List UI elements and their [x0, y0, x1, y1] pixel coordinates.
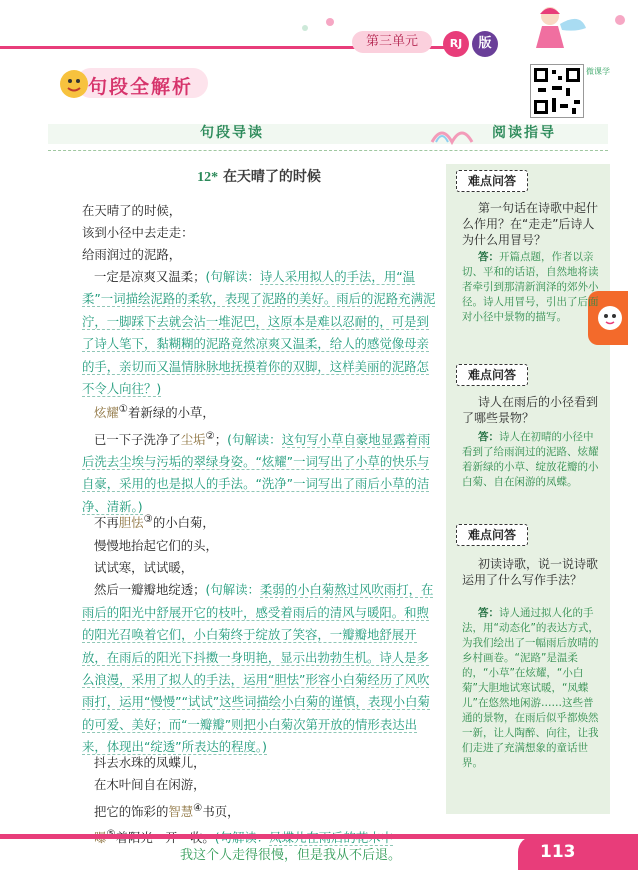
- qa-badge: 难点问答: [456, 364, 528, 386]
- poem-line: 抖去水珠的凤蝶儿，: [94, 755, 206, 770]
- paragraph-3: [82, 508, 436, 759]
- lesson-number: 12*: [197, 170, 219, 185]
- poem-line: 在天晴了的时候，: [82, 203, 182, 218]
- poem-line: 书页，: [202, 803, 240, 819]
- qr-label: 微课学: [586, 67, 610, 76]
- qr-code[interactable]: [530, 64, 584, 118]
- fairy-illustration: [520, 2, 590, 52]
- sidebar-question: 第一句话在诗歌中起什么作用？在“走走”后诗人为什么用冒号？: [462, 201, 599, 247]
- poem-line: 然后一瓣瓣地绽透；: [94, 582, 206, 598]
- annotation-label: (句解读：: [205, 582, 260, 598]
- answer-text: 诗人通过拟人化的手法，用“动态化”的表达方式，为我们绘出了一幅雨后放晴的乡村画卷。“泥路”是温柔的，“小草”在炫耀，“小白菊”大胆地试寒试暖，“凤蝶儿”在悠然地闲游……这些普通的景物，在雨后似乎都焕然一新，让人陶醉、向往，让我们走进了充满想象的童话世界。: [462, 607, 599, 769]
- annotation-text: 这句写小草自豪地显露着雨后洗去尘埃与污垢的翠绿身姿。“炫耀”一词写出了小草的快乐与自豪，采用的也是拟人的手法。“洗净”一词写出了雨后小草的洁净、清新。): [82, 431, 431, 514]
- sidebar-answer: [462, 606, 602, 771]
- footer-motto: 我这个人走得很慢，但是我从不后退。: [180, 848, 402, 863]
- poem-line: 的小白菊，: [152, 515, 215, 531]
- poem-line: 该到小径中去走走：: [82, 225, 194, 240]
- annotation-label: (句解读：: [205, 269, 260, 284]
- answer-text: 诗人在初晴的小径中看到了给雨润过的泥路、炫耀着新绿的小草、绽放花瓣的小白菊、自在闲游的凤蝶。: [462, 431, 599, 488]
- poem-line: 已一下子洗净了: [94, 431, 181, 447]
- poem-line: 在木叶间自在闲游，: [94, 777, 206, 793]
- page-number: 113: [540, 842, 576, 862]
- answer-text: 开篇点题，作者以亲切、平和的话语，自然地将读者牵引到那清新润泽的郊外小径。诗人用冒号，引出了后面对小径中景物的描写。: [462, 251, 599, 323]
- section-divider: [48, 150, 608, 152]
- poem-punct: ；: [214, 431, 228, 447]
- sidebar-question: 诗人在雨后的小径看到了哪些景物？: [462, 395, 599, 425]
- poem-line: 着新绿的小草，: [128, 405, 215, 421]
- answer-label: 答：: [478, 251, 499, 263]
- qa-badge: 难点问答: [456, 524, 528, 546]
- footnote-mark: ④: [193, 801, 203, 814]
- sidebar-answer: [462, 430, 602, 490]
- paragraph-2: [82, 398, 436, 518]
- qa-badge: 难点问答: [456, 170, 528, 192]
- unit-badge: 第三单元: [352, 31, 432, 53]
- annotation-label: (句解读：: [227, 431, 282, 447]
- footnote-mark: ②: [205, 429, 215, 442]
- lesson-title-text: 在天晴了的时候: [222, 169, 321, 185]
- section-right-label: 阅读指导: [492, 125, 556, 141]
- lesson-title: [82, 166, 436, 186]
- annotation-text: 诗人采用拟人的手法，用“温柔”一词描绘泥路的柔软，表现了泥路的美好。雨后的泥路充满泥泞，一脚踩下去就会沾一堆泥巴，这原本是难以忍耐的，可是到了诗人笔下，黏糊糊的泥路竟然凉爽又温柔，给人的感觉像母亲的手，亲切而又温情脉脉地抚摸着你的双脚，这样美丽的泥路怎不令人向往？): [82, 269, 436, 397]
- glossary-word[interactable]: 炫耀: [94, 405, 119, 421]
- page-number-tab: [518, 836, 638, 870]
- footnote-mark: ③: [143, 513, 153, 525]
- glossary-word[interactable]: 尘垢: [180, 431, 206, 447]
- glossary-word[interactable]: 胆怯: [118, 515, 144, 531]
- footnote-mark: ①: [118, 403, 129, 415]
- poem-line: 慢慢地抬起它们的头，: [94, 537, 218, 553]
- poem-line: 把它的饰彩的: [94, 803, 169, 819]
- sidebar-question: 初读诗歌，说一说诗歌运用了什么写作手法？: [462, 557, 599, 587]
- sidebar-answer: [462, 250, 602, 325]
- poem-line: 不再: [94, 515, 119, 531]
- version-badge: 版: [472, 31, 498, 57]
- answer-label: 答：: [478, 431, 499, 443]
- glossary-word[interactable]: 智慧: [168, 803, 194, 819]
- answer-label: 答：: [478, 607, 499, 619]
- poem-line: 给雨润过的泥路，: [82, 247, 182, 262]
- rj-badge: RJ: [443, 31, 469, 57]
- section-left-label: 句段导读: [200, 125, 264, 141]
- section-title: 句段全解析: [88, 76, 194, 98]
- paragraph-1: [82, 266, 436, 400]
- poem-line: 一定是凉爽又温柔；: [94, 269, 206, 284]
- poem-line: 试试寒，试试暖，: [94, 559, 194, 575]
- annotation-text: 柔弱的小白菊熬过风吹雨打，在雨后的阳光中舒展开它的枝叶，感受着雨后的清风与暖阳。和煦的阳光召唤着它们，小白菊终于绽放了笑容，一瓣瓣地舒展开放，在雨后的阳光下抖擞一身明艳，显示出勃勃生机。诗人是多么浪漫，采用了拟人的手法，运用“胆怯”形容小白菊经历了风吹雨打，运用“慢慢”“试试”这些词描绘小白菊的谨慎，表现小白菊的可爱、美好；而“一瓣瓣”则把小白菊次第开放的情形表达出来，体现出“绽透”所表达的程度。): [82, 582, 434, 755]
